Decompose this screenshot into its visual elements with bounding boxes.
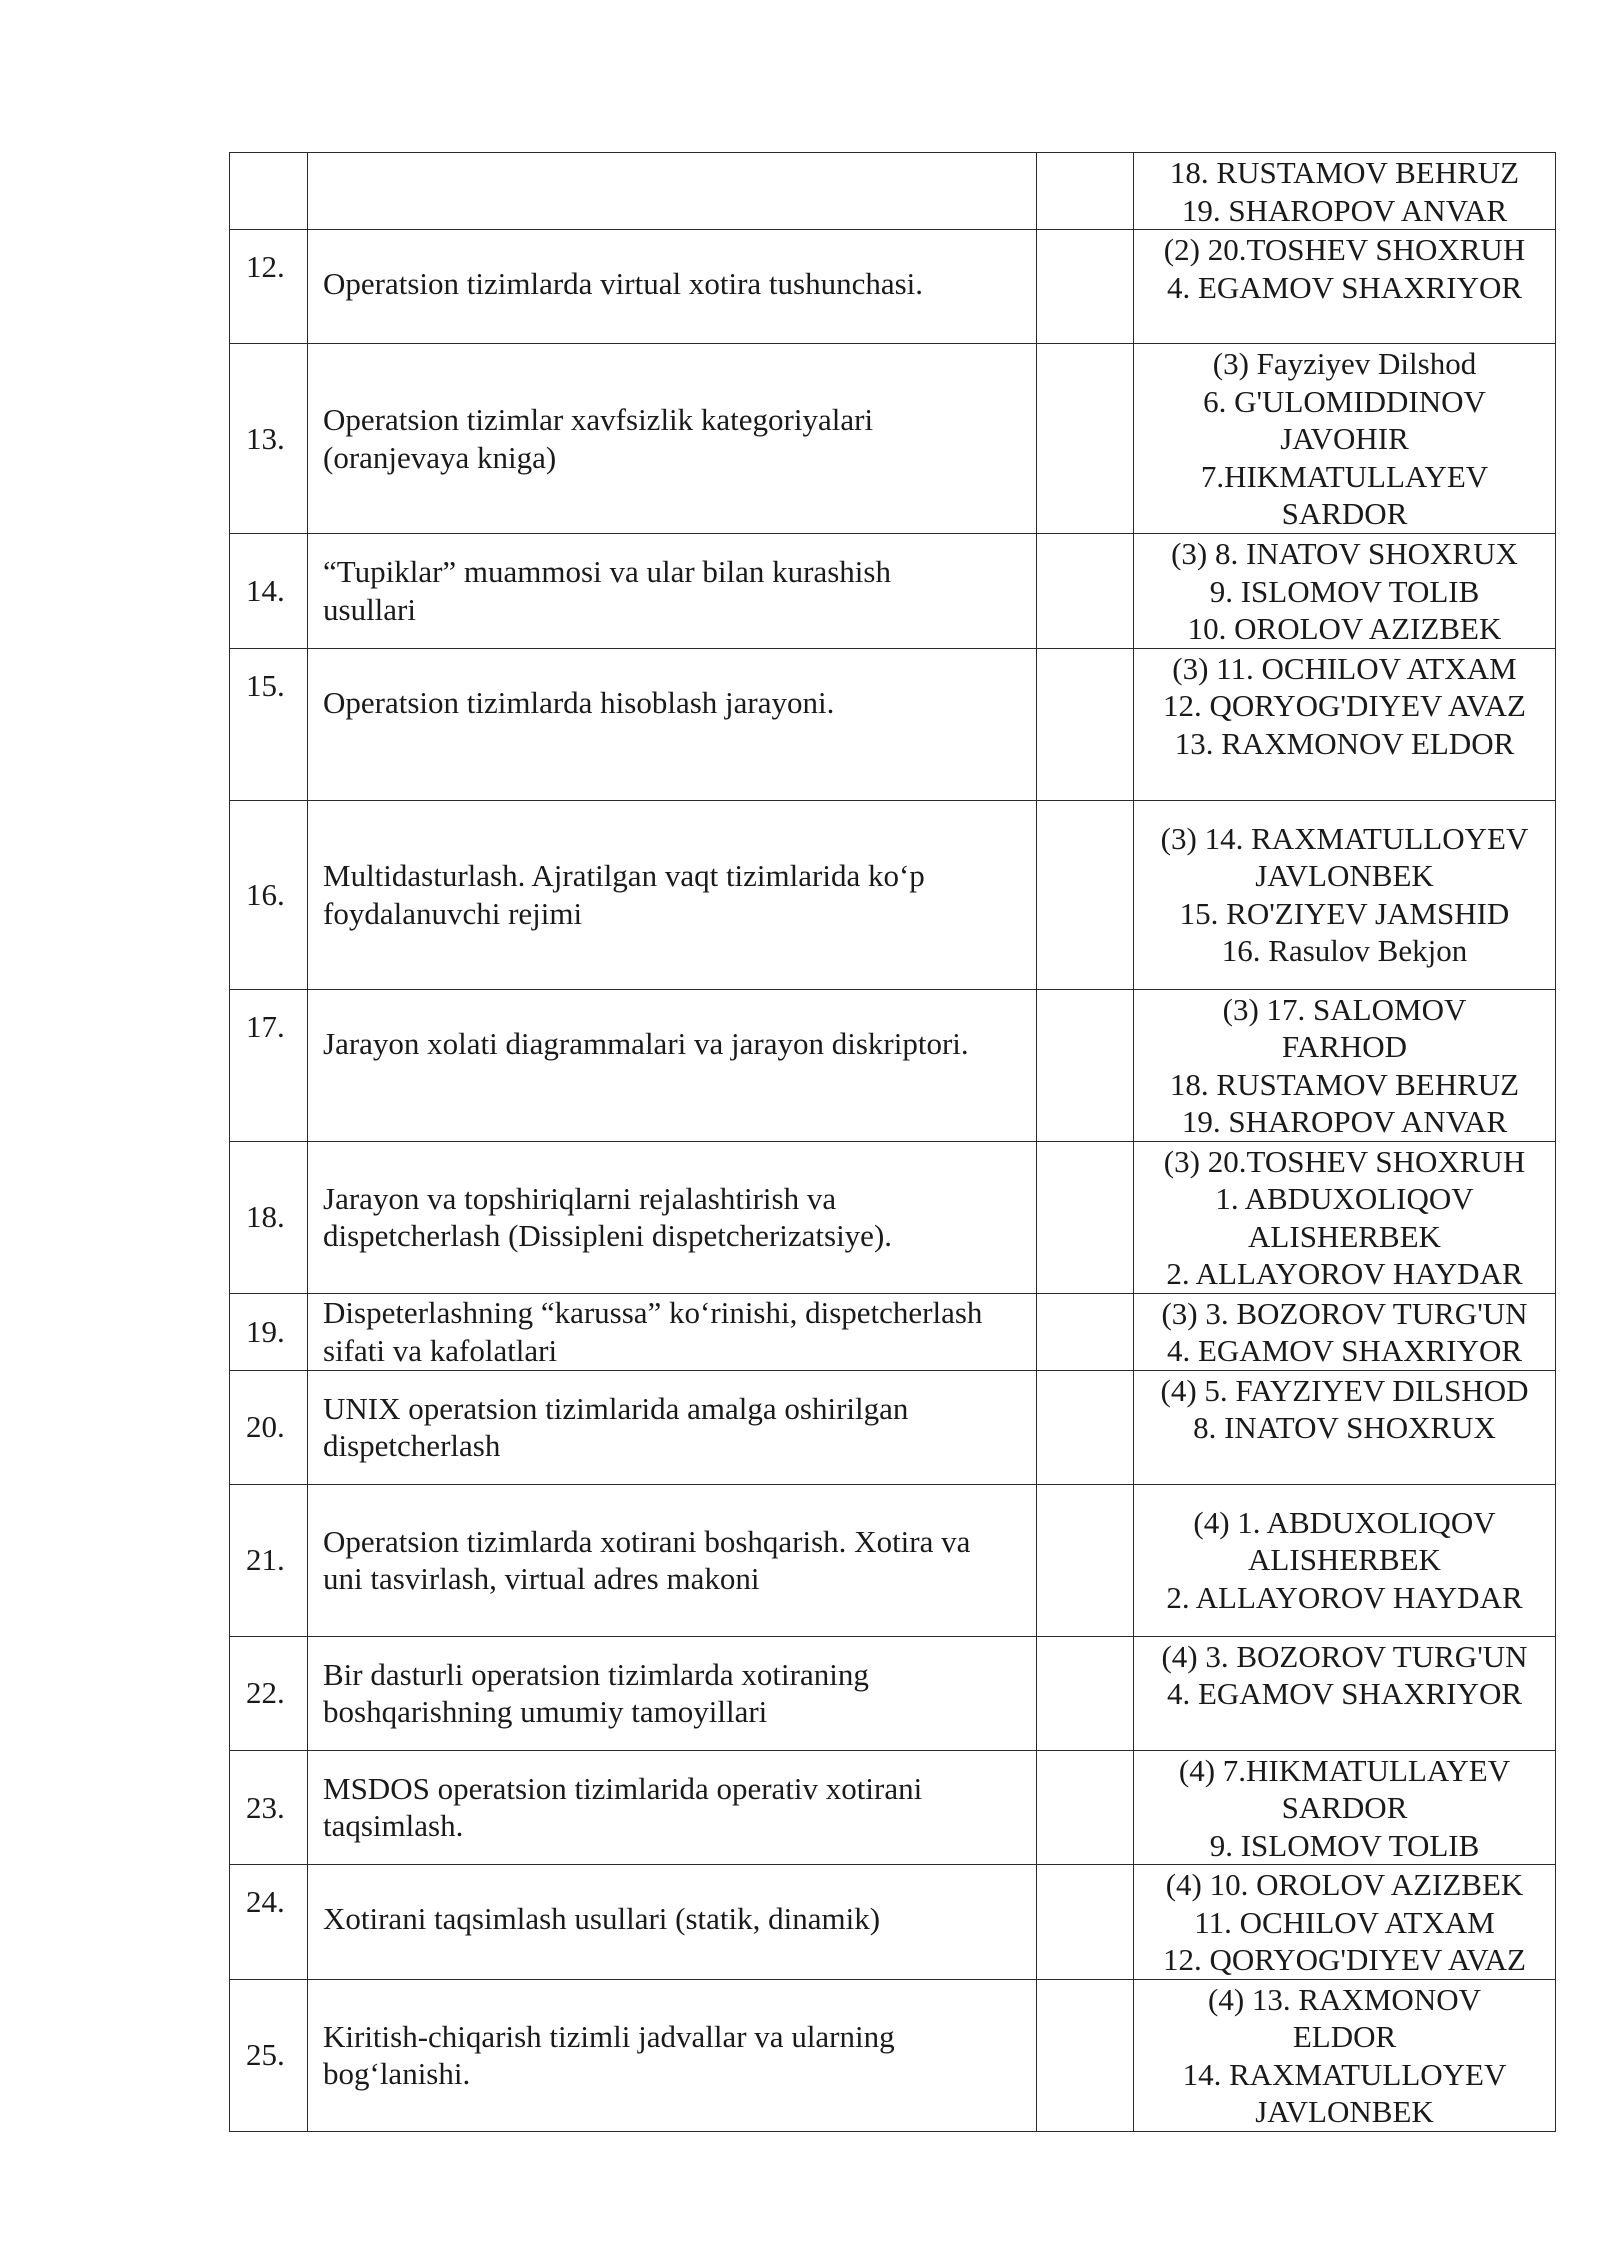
student-name: SARDOR bbox=[1281, 1790, 1408, 1825]
row-number: 14. bbox=[230, 534, 308, 649]
row-number: 15. bbox=[230, 648, 308, 800]
empty-cell bbox=[1037, 1141, 1134, 1293]
topic-line: bog‘lanishi. bbox=[323, 2056, 471, 2091]
topic-cell bbox=[308, 1636, 1037, 1750]
table-row bbox=[230, 1750, 1556, 1865]
student-name: 2. ALLAYOROV HAYDAR bbox=[1166, 1579, 1523, 1615]
topic-cell bbox=[308, 989, 1037, 1141]
students-cell bbox=[1134, 344, 1556, 534]
empty-cell bbox=[1037, 989, 1134, 1141]
topic-cell bbox=[308, 800, 1037, 989]
topic-line: (oranjevaya kniga) bbox=[323, 439, 557, 475]
topic-line: Operatsion tizimlarda xotirani boshqarish. Xotira va bbox=[323, 1523, 971, 1559]
topic-line: MSDOS operatsion tizimlarida operativ xotirani bbox=[323, 1770, 923, 1806]
student-name: 12. QORYOG'DIYEV AVAZ bbox=[1163, 1942, 1526, 1977]
student-name: 1. ABDUXOLIQOV bbox=[1215, 1181, 1474, 1216]
row-number: 12. bbox=[230, 230, 308, 344]
student-name: 9. ISLOMOV TOLIB bbox=[1209, 573, 1480, 609]
topic-line: Bir dasturli operatsion tizimlarda xotiraning bbox=[323, 1656, 869, 1692]
student-name: FARHOD bbox=[1281, 1029, 1408, 1064]
student-name: 10. OROLOV AZIZBEK bbox=[1187, 611, 1502, 646]
topic-line: Dispeterlashning “karussa” ko‘rinishi, dispetcherlash bbox=[323, 1295, 983, 1330]
student-name: (3) 11. OCHILOV ATXAM bbox=[1172, 650, 1517, 686]
students-cell bbox=[1134, 1636, 1556, 1750]
topic-cell bbox=[308, 1750, 1037, 1865]
empty-cell bbox=[1037, 1979, 1134, 2131]
student-name: (3) 3. BOZOROV TURG'UN bbox=[1161, 1295, 1528, 1331]
student-name: ALISHERBEK bbox=[1248, 1218, 1441, 1254]
students-cell bbox=[1134, 534, 1556, 649]
table-row bbox=[230, 153, 1556, 230]
student-name: (4) 7.HIKMATULLAYEV bbox=[1178, 1752, 1511, 1788]
student-name: (4) 1. ABDUXOLIQOV bbox=[1193, 1504, 1496, 1540]
empty-cell bbox=[1037, 1865, 1134, 1980]
student-name: 4. EGAMOV SHAXRIYOR bbox=[1166, 1333, 1523, 1368]
student-name: 8. INATOV SHOXRUX bbox=[1193, 1410, 1496, 1445]
students-cell bbox=[1134, 800, 1556, 989]
student-name: JAVLONBEK bbox=[1255, 858, 1434, 893]
student-name: 4. EGAMOV SHAXRIYOR bbox=[1166, 1676, 1523, 1711]
topic-line: sifati va kafolatlari bbox=[323, 1332, 558, 1368]
student-name: ELDOR bbox=[1292, 2019, 1397, 2054]
topic-line: taqsimlash. bbox=[323, 1808, 464, 1844]
row-number: 23. bbox=[230, 1750, 308, 1865]
student-name: 18. RUSTAMOV BEHRUZ bbox=[1169, 1066, 1520, 1102]
topic-line: Kiritish-chiqarish tizimli jadvallar va ularning bbox=[323, 2018, 895, 2054]
student-name: 15. RO'ZIYEV JAMSHID bbox=[1179, 895, 1510, 931]
topic-cell bbox=[308, 1293, 1037, 1370]
row-number: 20. bbox=[230, 1370, 308, 1484]
student-name: 11. OCHILOV ATXAM bbox=[1194, 1904, 1495, 1940]
row-number: 24. bbox=[230, 1865, 308, 1980]
empty-cell bbox=[1037, 230, 1134, 344]
student-name: 12. QORYOG'DIYEV AVAZ bbox=[1163, 688, 1526, 723]
students-cell bbox=[1134, 1979, 1556, 2131]
table-row bbox=[230, 344, 1556, 534]
students-cell bbox=[1134, 230, 1556, 344]
row-number: 21. bbox=[230, 1484, 308, 1636]
row-number: 18. bbox=[230, 1141, 308, 1293]
table-row bbox=[230, 1370, 1556, 1484]
row-number: 17. bbox=[230, 989, 308, 1141]
student-name: 4. EGAMOV SHAXRIYOR bbox=[1166, 269, 1523, 305]
student-name: JAVLONBEK bbox=[1255, 2094, 1434, 2129]
topic-cell bbox=[308, 1979, 1037, 2131]
row-number bbox=[230, 153, 308, 230]
students-cell bbox=[1134, 1293, 1556, 1370]
student-name: (4) 3. BOZOROV TURG'UN bbox=[1161, 1638, 1528, 1674]
students-cell bbox=[1134, 1484, 1556, 1636]
empty-cell bbox=[1037, 800, 1134, 989]
assignment-table bbox=[229, 152, 1556, 2132]
topic-line: UNIX operatsion tizimlarida amalga oshirilgan bbox=[323, 1390, 909, 1426]
topic-line: “Tupiklar” muammosi va ular bilan kurashish bbox=[323, 554, 891, 590]
row-number: 22. bbox=[230, 1636, 308, 1750]
row-number: 16. bbox=[230, 800, 308, 989]
empty-cell bbox=[1037, 648, 1134, 800]
student-name: (3) Fayziyev Dilshod bbox=[1212, 346, 1477, 381]
topic-cell bbox=[308, 1141, 1037, 1293]
table-row bbox=[230, 1484, 1556, 1636]
student-name: 13. RAXMONOV ELDOR bbox=[1174, 725, 1515, 761]
topic-cell bbox=[308, 153, 1037, 230]
empty-cell bbox=[1037, 1293, 1134, 1370]
topic-line: Xotirani taqsimlash usullari (statik, dinamik) bbox=[323, 1901, 881, 1936]
table-row bbox=[230, 1979, 1556, 2131]
student-name: (3) 14. RAXMATULLOYEV bbox=[1160, 820, 1529, 856]
student-name: (3) 8. INATOV SHOXRUX bbox=[1171, 536, 1518, 571]
table-row bbox=[230, 989, 1556, 1141]
topic-line: dispetcherlash (Dissipleni dispetcherizatsiye). bbox=[323, 1218, 893, 1253]
table-row bbox=[230, 1865, 1556, 1980]
empty-cell bbox=[1037, 1370, 1134, 1484]
table-row bbox=[230, 1636, 1556, 1750]
student-name: (3) 17. SALOMOV bbox=[1222, 991, 1467, 1027]
topic-cell bbox=[308, 1865, 1037, 1980]
student-name: 2. ALLAYOROV HAYDAR bbox=[1166, 1256, 1523, 1291]
topic-line: dispetcherlash bbox=[323, 1428, 501, 1463]
row-number: 25. bbox=[230, 1979, 308, 2131]
table-row bbox=[230, 648, 1556, 800]
student-name: (4) 5. FAYZIYEV DILSHOD bbox=[1160, 1372, 1529, 1408]
students-cell bbox=[1134, 1750, 1556, 1865]
students-cell bbox=[1134, 1141, 1556, 1293]
student-name: (3) 20.TOSHEV SHOXRUH bbox=[1163, 1143, 1526, 1179]
empty-cell bbox=[1037, 344, 1134, 534]
students-cell bbox=[1134, 153, 1556, 230]
empty-cell bbox=[1037, 1750, 1134, 1865]
topic-line: Operatsion tizimlar xavfsizlik kategoriyalari bbox=[323, 402, 874, 437]
topic-line: usullari bbox=[323, 591, 416, 627]
students-cell bbox=[1134, 1370, 1556, 1484]
student-name: JAVOHIR bbox=[1280, 421, 1409, 456]
table-body bbox=[230, 153, 1556, 2132]
topic-cell bbox=[308, 1484, 1037, 1636]
student-name: (4) 10. OROLOV AZIZBEK bbox=[1165, 1867, 1524, 1902]
empty-cell bbox=[1037, 153, 1134, 230]
topic-line: Jarayon xolati diagrammalari va jarayon diskriptori. bbox=[323, 1025, 969, 1061]
topic-line: Operatsion tizimlarda virtual xotira tushunchasi. bbox=[323, 266, 924, 301]
empty-cell bbox=[1037, 534, 1134, 649]
topic-line: foydalanuvchi rejimi bbox=[323, 895, 583, 931]
topic-cell bbox=[308, 648, 1037, 800]
row-number: 13. bbox=[230, 344, 308, 534]
table-row bbox=[230, 534, 1556, 649]
topic-cell bbox=[308, 534, 1037, 649]
student-name: 19. SHAROPOV ANVAR bbox=[1181, 1104, 1508, 1139]
table-row bbox=[230, 1293, 1556, 1370]
student-name: 18. RUSTAMOV BEHRUZ bbox=[1169, 155, 1520, 190]
topic-cell bbox=[308, 230, 1037, 344]
row-number: 19. bbox=[230, 1293, 308, 1370]
empty-cell bbox=[1037, 1484, 1134, 1636]
topic-line: boshqarishning umumiy tamoyillari bbox=[323, 1694, 768, 1729]
student-name: 16. Rasulov Bekjon bbox=[1221, 933, 1468, 968]
topic-cell bbox=[308, 1370, 1037, 1484]
student-name: SARDOR bbox=[1281, 496, 1408, 531]
student-name: 9. ISLOMOV TOLIB bbox=[1209, 1827, 1480, 1863]
students-cell bbox=[1134, 1865, 1556, 1980]
table-row bbox=[230, 1141, 1556, 1293]
topic-cell bbox=[308, 344, 1037, 534]
table-row bbox=[230, 230, 1556, 344]
student-name: (2) 20.TOSHEV SHOXRUH bbox=[1163, 232, 1526, 267]
student-name: (4) 13. RAXMONOV bbox=[1208, 1981, 1481, 2017]
table-row bbox=[230, 800, 1556, 989]
topic-line: Multidasturlash. Ajratilgan vaqt tizimlarida ko‘p bbox=[323, 858, 925, 893]
student-name: 14. RAXMATULLOYEV bbox=[1182, 2056, 1507, 2092]
student-name: 7.HIKMATULLAYEV bbox=[1200, 458, 1489, 494]
topic-line: Jarayon va topshiriqlarni rejalashtirish va bbox=[323, 1180, 837, 1216]
topic-line: Operatsion tizimlarda hisoblash jarayoni. bbox=[323, 684, 835, 720]
empty-cell bbox=[1037, 1636, 1134, 1750]
student-name: 19. SHAROPOV ANVAR bbox=[1181, 192, 1508, 228]
topic-line: uni tasvirlash, virtual adres makoni bbox=[323, 1561, 760, 1596]
students-cell bbox=[1134, 989, 1556, 1141]
student-name: ALISHERBEK bbox=[1248, 1542, 1441, 1578]
student-name: 6. G'ULOMIDDINOV bbox=[1203, 383, 1486, 419]
students-cell bbox=[1134, 648, 1556, 800]
